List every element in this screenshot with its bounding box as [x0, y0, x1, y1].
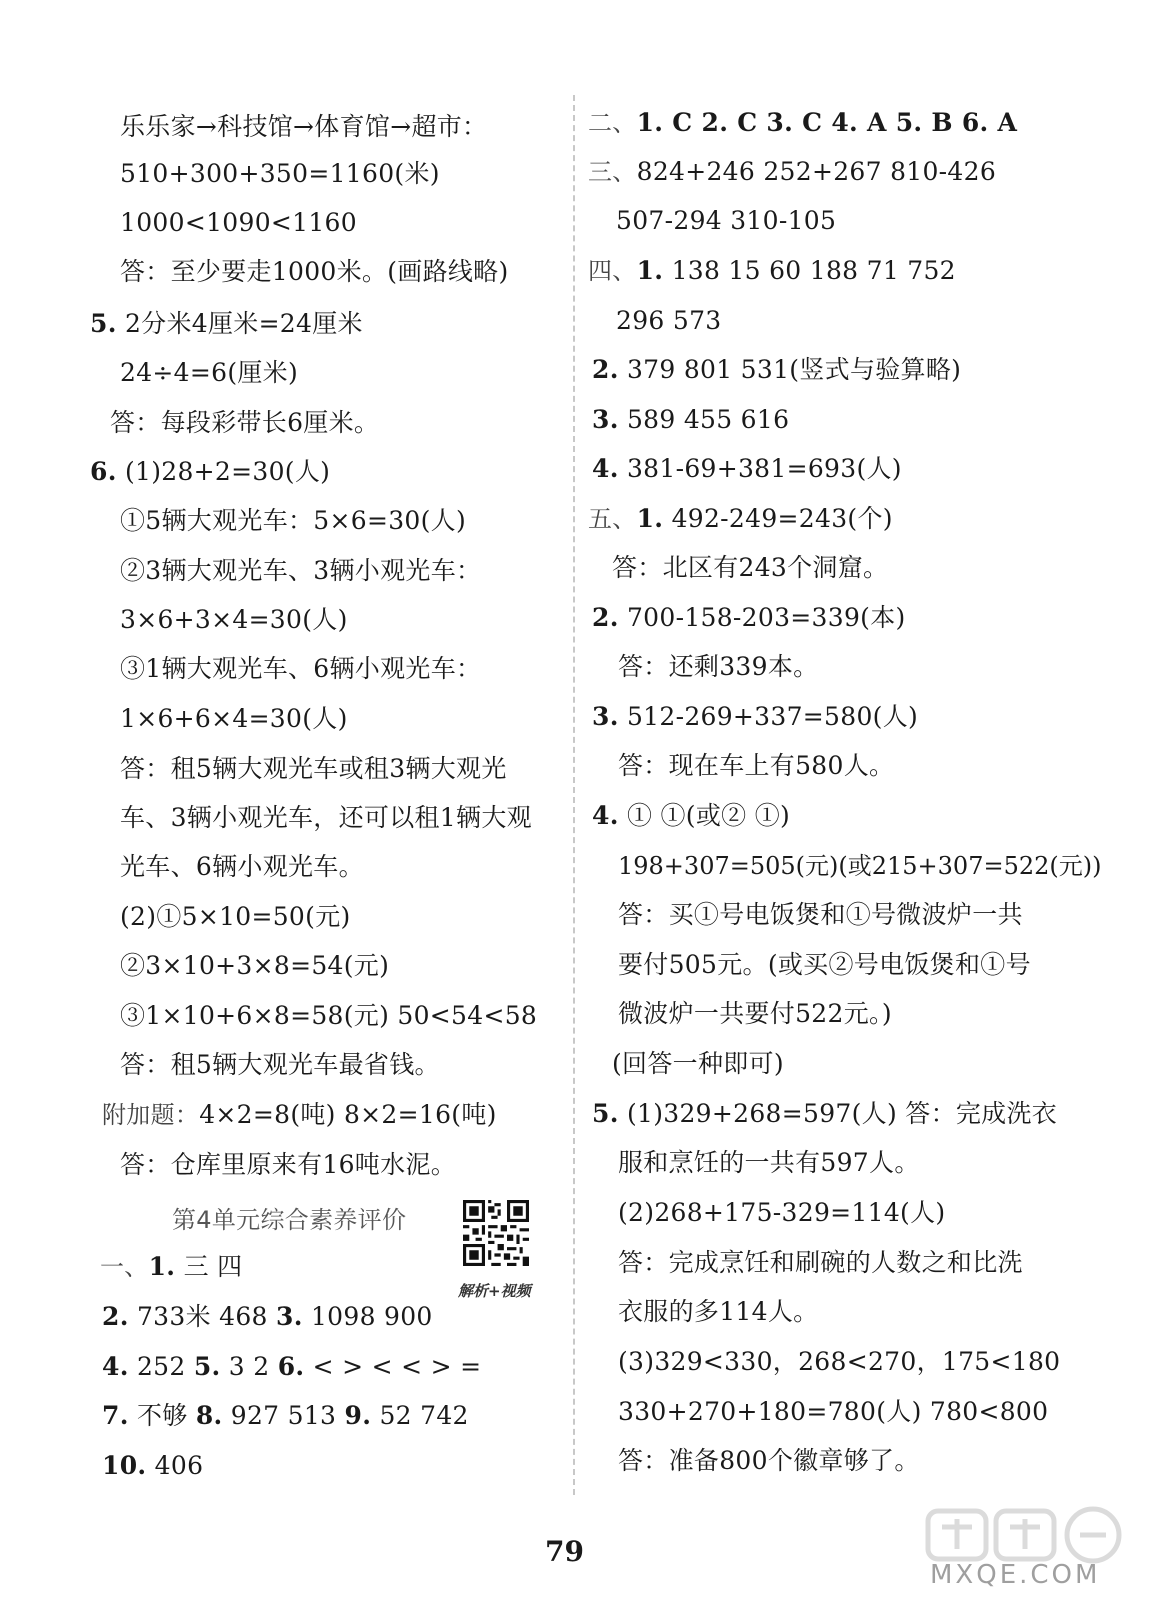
- answer-line: [588, 256, 956, 286]
- answer-line: 答：每段彩带长6厘米。: [110, 408, 380, 437]
- question-number: 1.: [636, 504, 664, 533]
- bonus-text: 4×2=8(吨) 8×2=16(吨): [199, 1100, 497, 1129]
- question-text: 52 742: [379, 1401, 469, 1430]
- question-text: 不够: [136, 1401, 188, 1430]
- answer-text: 700-158-203=339(本): [626, 603, 906, 632]
- answer-text: ① ①(或② ①): [626, 801, 791, 830]
- question-number: 2.: [592, 603, 619, 632]
- question-number: 4.: [592, 801, 619, 830]
- question-number: 6.: [277, 1352, 305, 1381]
- answer-line: 答：还剩339本。: [618, 652, 819, 681]
- unit-title: 第4单元综合素养评价: [172, 1206, 407, 1234]
- answer-line: (2)①5×10=50(元): [120, 902, 351, 931]
- answer-text: 824+246 252+267 810-426: [636, 157, 997, 186]
- question-text: 252: [136, 1352, 186, 1381]
- answer-line: [592, 1099, 1057, 1129]
- question-text: 927 513: [230, 1401, 337, 1430]
- answer-text: 589 455 616: [626, 405, 790, 434]
- section-label: 四、: [588, 257, 637, 285]
- answer-line: 乐乐家→科技馆→体育馆→超市：: [120, 112, 488, 141]
- answer-line: 答：完成烹饪和刷碗的人数之和比洗: [618, 1248, 1023, 1277]
- answer-line: [592, 801, 790, 831]
- watermark-text: MXQE.COM: [930, 1560, 1101, 1590]
- answer-line: 答：租5辆大观光车或租3辆大观光: [120, 754, 507, 783]
- bonus-label: 附加题：: [102, 1101, 200, 1129]
- answer-text: 512-269+337=580(人): [626, 702, 919, 731]
- answer-line: [588, 108, 1017, 138]
- answer-line: 507-294 310-105: [616, 206, 837, 235]
- answer-line: 答：租5辆大观光车最省钱。: [120, 1050, 440, 1079]
- answer-line: 答：现在车上有580人。: [618, 751, 895, 780]
- question-text: < > < < > =: [312, 1352, 482, 1381]
- question-number: 6.: [90, 457, 117, 486]
- answer-line: ①5辆大观光车：5×6=30(人): [120, 506, 467, 535]
- section-label: 一、: [100, 1253, 149, 1281]
- answer-line: 3×6+3×4=30(人): [120, 605, 348, 634]
- question-number: 9.: [344, 1401, 372, 1430]
- answer-text: 379 801 531(竖式与验算略): [626, 355, 962, 384]
- answer-line: (回答一种即可): [612, 1049, 784, 1078]
- answer-line: [592, 405, 789, 435]
- question-number: 3.: [592, 702, 619, 731]
- answer-line: 车、3辆小观光车，还可以租1辆大观: [120, 803, 532, 832]
- question-number: 2.: [592, 355, 619, 384]
- question-5: [90, 309, 363, 339]
- answer-text: 1. C 2. C 3. C 4. A 5. B 6. A: [636, 108, 1018, 137]
- answer-line: 光车、6辆小观光车。: [120, 852, 364, 881]
- question-number: 1.: [636, 256, 664, 285]
- question-number: 3.: [276, 1302, 303, 1331]
- answer-line: [592, 454, 902, 484]
- page-number: 79: [545, 1535, 584, 1568]
- question-number: 8.: [195, 1401, 223, 1430]
- answer-line: 服和烹饪的一共有597人。: [618, 1148, 920, 1177]
- answer-line: 答：仓库里原来有16吨水泥。: [120, 1150, 457, 1179]
- answer-line: ②3辆大观光车、3辆小观光车：: [120, 556, 482, 585]
- unit-answer-line: [102, 1352, 481, 1382]
- answer-line: 1000<1090<1160: [120, 208, 357, 237]
- answer-line: 198+307=505(元)(或215+307=522(元)): [618, 852, 1102, 880]
- answer-line: 要付505元。(或买②号电饭煲和①号: [618, 950, 1031, 979]
- question-text: 1098 900: [310, 1302, 433, 1331]
- column-divider: [573, 95, 575, 1495]
- bonus-question: [102, 1100, 497, 1130]
- answer-line: ③1×10+6×8=58(元) 50<54<58: [120, 1001, 538, 1030]
- question-number: 7.: [102, 1401, 129, 1430]
- answer-line: (3)329<330，268<270，175<180: [618, 1347, 1061, 1376]
- question-number: 4.: [592, 454, 619, 483]
- unit-answer-line: [102, 1401, 469, 1431]
- question-number: 5.: [193, 1352, 221, 1381]
- answer-text: 381-69+381=693(人): [626, 454, 902, 483]
- question-text: 733米 468: [136, 1302, 268, 1331]
- question-number: 10.: [102, 1451, 147, 1480]
- answer-text: 492-249=243(个): [671, 504, 893, 533]
- answer-line: 答：买①号电饭煲和①号微波炉一共: [618, 900, 1023, 929]
- question-number: 2.: [102, 1302, 129, 1331]
- answer-line: 微波炉一共要付522元。): [618, 999, 892, 1028]
- unit-answer-line: [102, 1302, 433, 1332]
- question-text: (1)28+2=30(人): [124, 457, 331, 486]
- section-label: 三、: [588, 158, 637, 186]
- unit-answer-line: [102, 1451, 203, 1481]
- answer-line: (2)268+175-329=114(人): [618, 1198, 946, 1227]
- answer-line: [592, 603, 906, 633]
- answer-line: ③1辆大观光车、6辆小观光车：: [120, 654, 482, 683]
- question-number: 3.: [592, 405, 619, 434]
- question-number: 4.: [102, 1352, 129, 1381]
- answer-line: [592, 702, 918, 732]
- question-text: 2分米4厘米=24厘米: [124, 309, 363, 338]
- answer-line: 答：北区有243个洞窟。: [612, 553, 889, 582]
- section-label: 五、: [588, 505, 637, 533]
- answer-line: [588, 504, 893, 534]
- answer-text: 138 15 60 188 71 752: [671, 256, 956, 285]
- answer-line: 330+270+180=780(人) 780<800: [618, 1397, 1049, 1426]
- question-number: 1.: [148, 1252, 176, 1281]
- question-text: 三 四: [183, 1252, 243, 1281]
- answer-line: [588, 157, 996, 187]
- question-text: 3 2: [228, 1352, 270, 1381]
- question-number: 5.: [90, 309, 117, 338]
- answer-line: 衣服的多114人。: [618, 1297, 819, 1326]
- qr-code-icon: [463, 1200, 529, 1266]
- answer-line: 答：至少要走1000米。(画路线略): [120, 257, 509, 286]
- answer-text: (1)329+268=597(人) 答：完成洗衣: [626, 1099, 1058, 1128]
- answer-line: 296 573: [616, 306, 722, 335]
- section-label: 二、: [588, 109, 637, 137]
- answer-line: [592, 355, 961, 385]
- qr-caption: 解析+视频: [458, 1282, 531, 1300]
- answer-line: 510+300+350=1160(米): [120, 159, 440, 188]
- answer-line: 答：准备800个徽章够了。: [618, 1446, 920, 1475]
- unit-answer-line: [100, 1252, 242, 1282]
- question-6: [90, 457, 330, 487]
- answer-line: 1×6+6×4=30(人): [120, 704, 348, 733]
- question-number: 5.: [592, 1099, 619, 1128]
- answer-line: ②3×10+3×8=54(元): [120, 951, 390, 980]
- answer-line: 24÷4=6(厘米): [120, 358, 299, 387]
- question-text: 406: [154, 1451, 204, 1480]
